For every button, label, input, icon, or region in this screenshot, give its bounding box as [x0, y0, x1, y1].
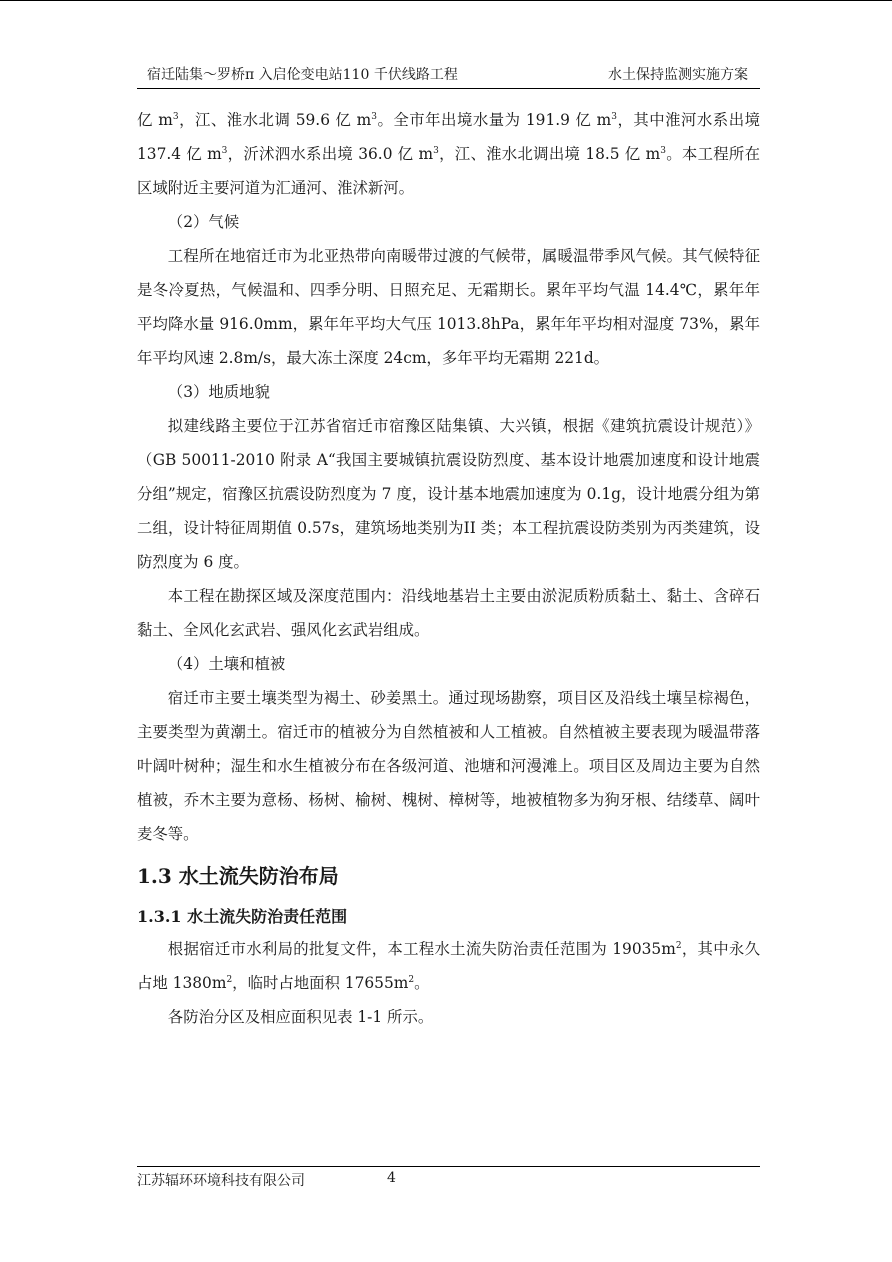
text-run: 。全市年出境水量为 191.9 亿 m [377, 111, 612, 129]
geology-subheading: （3）地质地貌 [167, 383, 270, 401]
geology-paragraph-seismic: 拟建线路主要位于江苏省宿迁市宿豫区陆集镇、大兴镇，根据《建筑抗震设计规范）》（GB 50011-2010 附录 A“我国主要城镇抗震设防烈度、基本设计地震加速度和设计地震分组”规定，宿豫区抗震设防烈度为 7 度，设计基本地震加速度为 0.1g，设计地震分组为第二组，设计特征周期值 0.57s，建筑场地类别为II 类；本工程抗震设防类别为丙类建筑，设防烈度为 6 度。 [137, 417, 760, 571]
superscript: 3 [172, 112, 179, 122]
superscript: 3 [660, 146, 666, 156]
soil-subheading: （4）土壤和植被 [167, 655, 286, 673]
header-document-title: 水土保持监测实施方案 [608, 67, 748, 83]
text-run: ，其中永久占地 1380m [137, 940, 760, 992]
text-run: 亿 m [137, 111, 173, 129]
text-run: ，江、淮水北调出境 18.5 亿 m [438, 145, 661, 163]
text-run: 根据宿迁市水利局的批复文件，本工程水土流失防治责任范围为 19035m [167, 940, 676, 958]
page-top-border [0, 0, 892, 1]
header-rule [137, 88, 760, 89]
superscript: 2 [675, 941, 682, 951]
section-heading-1-3: 1.3 水土流失防治布局 [137, 864, 339, 888]
soil-vegetation-paragraph: 宿迁市主要土壤类型为褐土、砂姜黑土。通过现场勘察，项目区及沿线土壤呈棕褐色，主要类型为黄潮土。宿迁市的植被分为自然植被和人工植被。自然植被主要表现为暖温带落叶阔叶树种；湿生和水生植被分布在各级河道、池塘和河漫滩上。项目区及周边主要为自然植被，乔木主要为意杨、杨树、榆树、槐树、樟树等，地被植物多为狗牙根、结缕草、阔叶麦冬等。 [137, 689, 760, 843]
superscript: 2 [408, 975, 415, 985]
text-run: 。本工程所在区域附近主要河道为汇通河、淮沭新河。 [137, 145, 760, 197]
text-run: ，其中淮河水系出境 137.4 亿 m [137, 111, 760, 163]
climate-subheading: （2）气候 [167, 213, 240, 231]
table-reference-paragraph: 各防治分区及相应面积见表 1-1 所示。 [167, 1008, 434, 1026]
text-run: ，沂沭泗水系出境 36.0 亿 m [227, 145, 434, 163]
text-run: 。 [414, 974, 430, 992]
superscript: 3 [371, 112, 377, 122]
footer-rule [137, 1166, 760, 1167]
text-run: ，江、淮水北调 59.6 亿 m [178, 111, 372, 129]
page-content [137, 103, 760, 1034]
responsibility-scope-paragraph [137, 932, 760, 1000]
superscript: 3 [433, 146, 439, 156]
page-header [137, 64, 760, 86]
superscript: 2 [226, 975, 233, 985]
header-project-title: 宿迁陆集～罗桥π 入启伦变电站110 千伏线路工程 [147, 67, 458, 83]
text-run: ，临时占地面积 17655m [232, 974, 409, 992]
geology-paragraph-strata: 本工程在勘探区域及深度范围内：沿线地基岩土主要由淤泥质粉质黏土、黏土、含碎石黏土、全风化玄武岩、强风化玄武岩组成。 [137, 587, 760, 639]
water-resources-paragraph [137, 103, 760, 205]
section-heading-1-3-1: 1.3.1 水土流失防治责任范围 [137, 907, 348, 926]
page-number: 4 [387, 1170, 396, 1186]
superscript: 3 [221, 146, 228, 156]
superscript: 3 [611, 112, 617, 122]
climate-paragraph: 工程所在地宿迁市为北亚热带向南暖带过渡的气候带，属暖温带季风气候。其气候特征是冬冷夏热，气候温和、四季分明、日照充足、无霜期长。累年平均气温 14.4℃，累年年平均降水量 916.0mm，累年年平均大气压 1013.8hPa，累年年平均相对湿度 73%，累年年平均风速 2.8m/s，最大冻土深度 24cm，多年平均无霜期 221d。 [137, 247, 760, 367]
footer-company-name: 江苏辐环环境科技有限公司 [137, 1173, 305, 1189]
